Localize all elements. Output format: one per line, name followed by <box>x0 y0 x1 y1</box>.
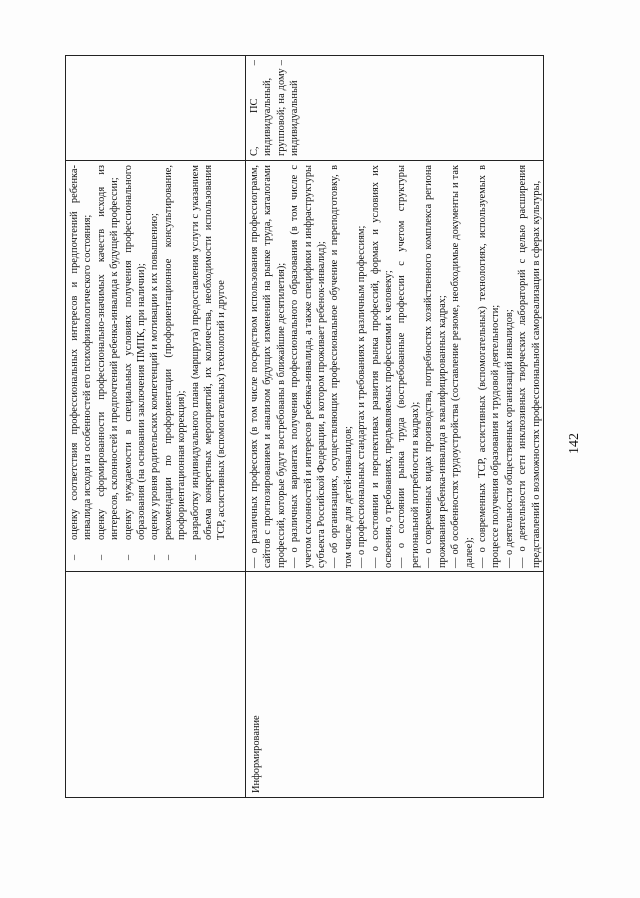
table-row <box>246 56 544 798</box>
paragraph: — об организациях, осуществляющих профессиональное обучение и переподготовку, в том числе для детей-инвалидов; <box>329 165 354 568</box>
list-item: – оценку соответствия профессиональных интересов и предпочтений ребенка-инвалида исходя из особенностей его психофизиологического состояния; <box>68 165 95 568</box>
list-item: – оценку нуждаемости в специальных условиях получения профессионального образования (на основании заключения ПМПК, при наличии); <box>122 165 149 568</box>
assessment-list <box>68 165 229 568</box>
services-table <box>65 55 544 798</box>
paragraph: — о профессиональных стандартах и требованиях к различным профессиям; <box>356 225 368 568</box>
paragraph: — о современных видах производства, потребностях хозяйственного комплекса региона проживания ребенка-инвалида в квалифицированных кадрах; <box>423 165 448 568</box>
paragraph: — о состоянии и перспективах развития рынка профессий, формах и условиях их освоения, о требованиях, предъявляемых профессиями к человеку; <box>369 165 395 568</box>
service-type-cell <box>66 572 246 798</box>
service-form-cell: С, ПС – индивидуальный, групповой; на дому – индивидуальный <box>246 56 544 161</box>
paragraph: — об особенностях трудоустройства (составление резюме, необходимые документы и так далее); <box>450 165 475 568</box>
service-content-cell <box>66 161 246 572</box>
page-number: 142 <box>567 433 582 454</box>
paragraph: — о деятельности сетн инклюзивных творческих лабораторий с целью расширения представлений о возможностях профессиональной самореализации в сферах культуры, <box>517 165 542 568</box>
service-content-cell <box>246 161 544 572</box>
paragraph: — о различных профессиях (в том числе посредством использования профессиограмм, сайтов с прогнозированием и анализом будущих изменений на рынке труда, каталогами профессий, которые будут востребованы в ближайшие десятилетия); <box>249 165 287 568</box>
table-row <box>66 56 246 798</box>
paragraph: — о современных ТСР, ассистивных (вспомогательных) технологиях, используемых в процессе получения образования и трудовой деятельности; <box>476 165 502 568</box>
paragraph: — о различных вариантах получения профессионального образования (в том числе с учетом склонностей и интересов ребенка-инвалида, а также специфики и инфраструктуры субъекта Российской Федерации, в котором проживает ребенок-инвалид); <box>289 165 328 568</box>
list-item: – разработку индивидуального плана (маршрута) предоставления услуги с указанием объема конкретных мероприятий, их количества, необходимости использования ТСР, ассистивных (вспомогательных) технологий и другое <box>189 165 229 568</box>
paragraph: — о состоянии рынка труда (востребованные профессии с учетом структуры региональной потребности в кадрах); <box>396 165 421 568</box>
list-item: – оценку сформированности профессионально-значимых качеств исходя из интересов, склонностей и предпочтений ребенка-инвалида к будущей профессии; <box>95 165 122 568</box>
paragraph: — о деятельности общественных организаций инвалидов; <box>503 309 515 568</box>
service-form-cell <box>66 56 246 161</box>
list-item: – оценку уровня родительских компетенций и мотивации к их повышению; <box>148 165 161 568</box>
service-type-cell: Информирование <box>246 572 544 798</box>
list-item: – рекомендации по профориентации (профориентационное консультирование, профориентационная коррекция); <box>162 165 189 568</box>
